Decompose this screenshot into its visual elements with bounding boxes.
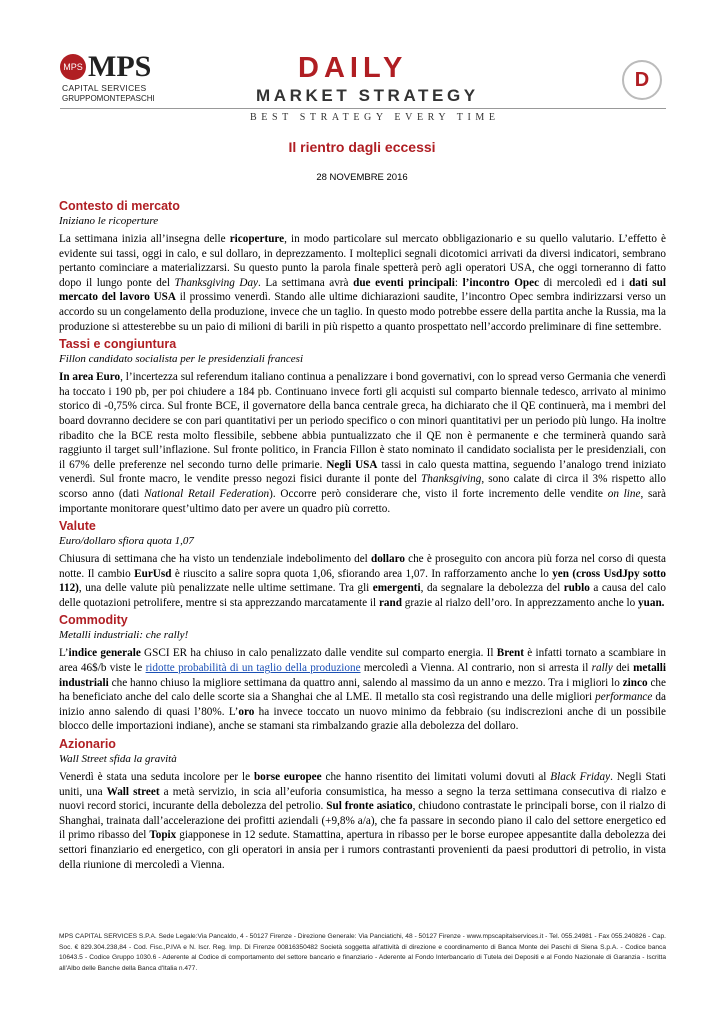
opec-link[interactable]: ridotte probabilità di un taglio della produzione bbox=[145, 662, 361, 675]
section-subtitle: Wall Street sfida la gravità bbox=[59, 753, 177, 766]
page-header bbox=[0, 0, 724, 130]
section-paragraph: Chiusura di settimana che ha visto un tendenziale indebolimento del dollaro che è proseguito con ancora più forza nel corso di questa notte. Il cambio EurUsd è riuscito a salire sopra quota 1,06, sfiorando area 1,07. In rafforzamento anche lo yen (cross UsdJpy sotto 112), una delle valute più penalizzate nelle ultime settimane. Tra gli emergenti, da segnalare la debolezza del rublo a causa del calo delle quotazioni petrolifere, mentre si sta apprezzando marcatamente il rand grazie al rialzo dell’oro. In apprezzamento anche lo yuan. bbox=[59, 553, 667, 609]
section-valute bbox=[59, 519, 666, 610]
mps-logo bbox=[60, 52, 160, 112]
section-contesto bbox=[59, 199, 666, 334]
section-heading: Contesto di mercato bbox=[59, 199, 180, 213]
header-divider bbox=[60, 108, 666, 109]
section-subtitle: Euro/dollaro sfiora quota 1,07 bbox=[59, 535, 194, 548]
section-heading: Azionario bbox=[59, 737, 116, 752]
section-paragraph: Venerdì è stata una seduta incolore per le borse europee che hanno risentito dei limitati volumi dovuti al Black Friday. Negli Stati uniti, una Wall street a metà servizio, in scia all’euforia consumistica, ha messo a segno la terza settimana consecutiva di rialzo e nuovi record storici, incurante della debolezza del petrolio. Sul fronte asiatico, chiudono contrastate le principali borse, con il rialzo di Shanghai, trainata dall’accelerazione dei profitti aziendali (+9,8% a/a), che fa passare in secondo piano il calo del settore energetico ed il primo ribasso del Topix giapponese in 12 sedute. Stamattina, apertura in ribasso per le borse europee appesantite dalla debolezza dei settori finanziario ed energetico, con gli operatori in ansia per i rumors contrastanti provenienti da paesi produttori di petrolio, in vista della riunione di mercoledì a Vienna. bbox=[59, 771, 667, 871]
tagline: BEST STRATEGY EVERY TIME bbox=[250, 112, 500, 123]
mps-seal-icon: MPS bbox=[60, 54, 86, 80]
section-azionario bbox=[59, 737, 666, 872]
section-subtitle: Metalli industriali: che rally! bbox=[59, 629, 189, 642]
main-content bbox=[59, 199, 666, 875]
section-tassi bbox=[59, 337, 666, 516]
market-strategy-title: MARKET STRATEGY bbox=[256, 86, 479, 105]
logo-brand: MPS bbox=[88, 50, 152, 83]
daily-badge-icon: D bbox=[622, 60, 662, 100]
section-commodity bbox=[59, 613, 666, 734]
section-heading: Commodity bbox=[59, 613, 128, 628]
section-subtitle: Iniziano le ricoperture bbox=[59, 215, 159, 227]
section-heading: Valute bbox=[59, 519, 96, 534]
document-title: Il rientro dagli eccessi bbox=[288, 139, 436, 155]
legal-footer: MPS CAPITAL SERVICES S.P.A. Sede Legale:Via Pancaldo, 4 - 50127 Firenze - Direzione Generale: Via Panciatichi, 48 - 50127 Firenze - www.mpscapitalservices.it - Tel. 055.24981 - Fax 055.240826 - Cap. Soc. € 829.304.238,84 - Cod. Fisc.,P.IVA e N. Iscr. Reg. Imp. Di Firenze 00816350482 Società soggetta all'attività di direzione e coordinamento di Banca Monte dei Paschi di Siena S.p.A. - Codice banca 10643.5 - Codice Gruppo 1030.6 - Aderente al Codice di comportamento del settore bancario e finanziario - Aderente al Fondo Interbancario di Tutela dei Depositi e al Fondo Nazionale di Garanzia - Iscritta all'Albo delle Banche della Banca d'Italia n.477. bbox=[59, 933, 666, 972]
daily-title: DAILY bbox=[298, 52, 408, 84]
section-paragraph: La settimana inizia all’insegna delle ricoperture, in modo particolare sul mercato obbligazionario e su quello valutario. L’effetto è evidente sui tassi, oggi in calo, e sul dollaro, in deprezzamento. I molteplici segnali dicotomici arrivati da diversi indicatori, sembrano pertanto cominciare a materializzarsi. Su questo punto la parola finale spetterà però agli operatori USA, che oggi torneranno di fatto dopo il lungo ponte del Thanksgiving Day. La settimana avrà due eventi principali: l’incontro Opec di mercoledì ed i dati sul mercato del lavoro USA il prossimo venerdì. Stando alle ultime dichiarazioni saudite, l’incontro Opec sembra indirizzarsi verso un accordo su un congelamento della produzione, invece che un taglio. In questo modo potrebbe essere della partita anche la Russia, ma la produzione si attesterebbe su un paio di milioni di barili in più rispetto a quanto prospettato nell’accordo preliminare di fine settembre. bbox=[59, 233, 666, 333]
section-heading: Tassi e congiuntura bbox=[59, 337, 177, 352]
section-subtitle: Fillon candidato socialista per le presidenziali francesi bbox=[59, 353, 304, 366]
section-paragraph: L’indice generale GSCI ER ha chiuso in calo penalizzato dalle vendite sul comparto energia. Il Brent è infatti tornato a scambiare in area 46$/b viste le ridotte probabilità di un taglio della produzione mercoledì a Vienna. Al contrario, non si arresta il rally dei metalli industriali che hanno chiuso la migliore settimana da quattro anni, salendo al massimo da un anno e mezzo. Tra i migliori lo zinco che ha beneficiato anche del calo delle scorte sia a Shanghai che al LME. Il metallo sta così registrando una delle migliori performance da inizio anno salendo di quasi l’80%. L’oro ha invece toccato un nuovo minimo da febbraio (su indiscrezioni anche di un possibile blocco delle importazioni indiane), anche se stamani sta rimbalzando grazie alla debolezza del dollaro. bbox=[59, 647, 667, 733]
logo-subtitle: CAPITAL SERVICES bbox=[62, 83, 147, 93]
section-paragraph: In area Euro, l’incertezza sul referendum italiano continua a penalizzare i bond governativi, con lo spread verso Germania che venerdì ha toccato i 190 pb, per poi chiudere a 184 pb. Continuano invece forti gli acquisti sul comparto biennale tedesco, arrivato al minimo storico di -0,75% circa. Sul fronte BCE, il governatore della banca centrale greca, ha dichiarato che il QE continuerà, ma i membri del board dovranno decidere se con pari quantitativi per un periodo specifico o con minori quantitativi per un periodo più lungo. Ha inoltre ribadito che la BCE resta molto flessibile, sebbene abbia puntualizzato che il QE non è permanente e che terminerà quando sarà raggiunto il target sull’inflazione. Sul fronte politico, in Francia Fillon è stato nominato il candidato socialista per le presidenziali, con il 67% delle preferenze nel secondo turno delle primarie. Negli USA tassi in calo questa mattina, seguendo l’analogo trend iniziato venerdì. Sul fronte macro, le vendite presso negozi fisici durante il ponte del Thanksgiving, sono calate di circa il 3% rispetto allo scorso anno (dati National Retail Federation). Occorre però considerare che, visto il forte incremento delle vendite on line, sarà importante monitorare quest’ultimo dato per avere un quadro più corretto. bbox=[59, 371, 667, 515]
logo-group: GRUPPOMONTEPASCHI bbox=[62, 94, 155, 103]
document-date: 28 NOVEMBRE 2016 bbox=[316, 172, 408, 183]
